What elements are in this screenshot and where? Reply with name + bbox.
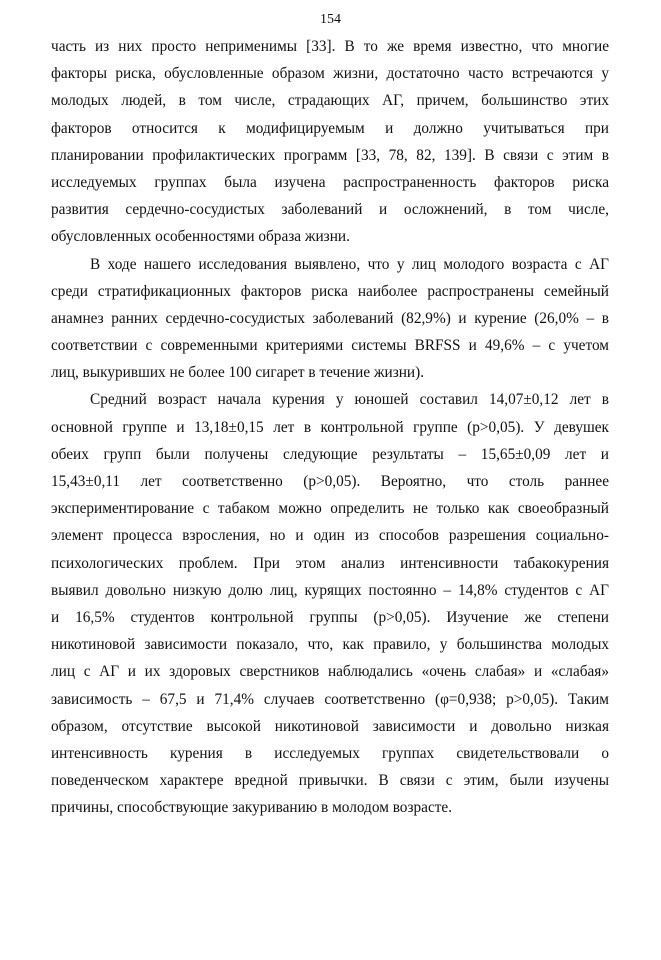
page-number: 154 bbox=[320, 12, 341, 27]
text-line: интенсивность курения в исследуемых группах свидетельствовали о bbox=[51, 744, 609, 762]
text-line: 15,43±0,11 лет соответственно (р>0,05). Вероятно, что столь раннее bbox=[51, 473, 609, 490]
text-line: лиц, выкуривших не более 100 сигарет в течение жизни). bbox=[51, 364, 425, 382]
text-line: экспериментирование с табаком можно определить не только как своеобразный bbox=[51, 500, 609, 518]
text-line: среди стратификационных факторов риска наиболее распространены семейный bbox=[51, 282, 609, 300]
text-line: В ходе нашего исследования выявлено, что у лиц молодого возраста с АГ bbox=[90, 255, 609, 273]
text-line: никотиновой зависимости показало, что, как правило, у большинства молодых bbox=[51, 636, 609, 654]
text-line: основной группе и 13,18±0,15 лет в контрольной группе (р>0,05). У девушек bbox=[51, 418, 609, 436]
text-line: анамнез ранних сердечно-сосудистых заболеваний (82,9%) и курение (26,0% – в bbox=[51, 309, 609, 327]
text-line: молодых людей, в том числе, страдающих АГ, причем, большинство этих bbox=[51, 92, 609, 110]
text-line: лиц с АГ и их здоровых сверстников наблюдались «очень слабая» и «слабая» bbox=[51, 663, 609, 681]
text-line: поведенческом характере вредной привычки. В связи с этим, были изучены bbox=[51, 772, 609, 790]
text-line: Средний возраст начала курения у юношей составил 14,07±0,12 лет в bbox=[90, 391, 609, 409]
text-line: образом, отсутствие высокой никотиновой зависимости и довольно низкая bbox=[51, 717, 609, 735]
body-text bbox=[51, 37, 609, 825]
text-line: соответствии с современными критериями системы BRFSS и 49,6% – с учетом bbox=[51, 337, 609, 355]
text-line: психологических проблем. При этом анализ интенсивности табакокурения bbox=[51, 554, 609, 572]
text-line: обеих групп были получены следующие результаты – 15,65±0,09 лет и bbox=[51, 445, 609, 463]
text-line: часть из них просто неприменимы [33]. В то же время известно, что многие bbox=[51, 38, 609, 55]
text-line: выявил довольно низкую долю лиц, курящих постоянно – 14,8% студентов с АГ bbox=[51, 581, 609, 599]
text-line: причины, способствующие закуриванию в молодом возрасте. bbox=[51, 799, 453, 817]
text-line: развития сердечно-сосудистых заболеваний и осложнений, в том числе, bbox=[51, 201, 609, 219]
text-line: исследуемых группах была изучена распространенность факторов риска bbox=[51, 173, 609, 191]
text-line: факторов относится к модифицируемым и должно учитываться при bbox=[51, 119, 609, 137]
text-line: факторы риска, обусловленные образом жизни, достаточно часто встречаются у bbox=[51, 65, 609, 83]
text-line: зависимость – 67,5 и 71,4% случаев соответственно (φ=0,938; р>0,05). Таким bbox=[51, 690, 609, 708]
text-line: обусловленных особенностями образа жизни. bbox=[51, 228, 350, 246]
text-line: элемент процесса взросления, но и один из способов разрешения социально- bbox=[51, 527, 609, 545]
text-line: планировании профилактических программ [33, 78, 82, 139]. В связи с этим в bbox=[51, 146, 609, 164]
text-line: и 16,5% студентов контрольной группы (р>0,05). Изучение же степени bbox=[51, 608, 609, 626]
